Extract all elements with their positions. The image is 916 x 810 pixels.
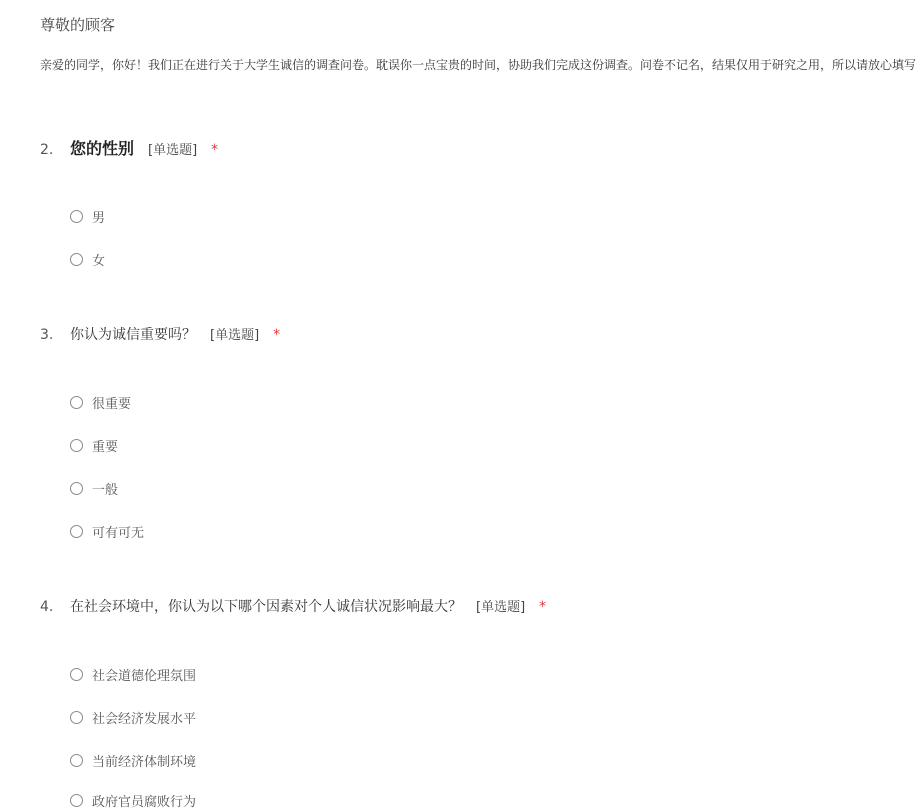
required-marker: * <box>273 327 281 343</box>
option-very-important[interactable] <box>70 392 131 412</box>
radio-button[interactable] <box>70 754 83 767</box>
survey-intro: 亲爱的同学，你好！我们正在进行关于大学生诚信的调查问卷。耽误你一点宝贵的时间，协助我们完成这份调查。问卷不记名，结果仅用于研究之用，所以请放心填写 <box>40 58 916 72</box>
option-label: 当前经济体制环境 <box>92 754 197 770</box>
option-male[interactable] <box>70 206 105 226</box>
option-label: 很重要 <box>92 396 132 412</box>
radio-button[interactable] <box>70 210 83 223</box>
required-marker: * <box>539 599 547 615</box>
option-label: 一般 <box>92 482 119 498</box>
option-label: 女 <box>92 253 106 269</box>
radio-button[interactable] <box>70 253 83 266</box>
radio-button[interactable] <box>70 794 83 807</box>
option-label: 重要 <box>92 439 119 455</box>
required-marker: * <box>211 142 219 158</box>
question-type: [单选题] <box>210 328 260 343</box>
option-label: 可有可无 <box>92 525 145 541</box>
question-2 <box>40 136 218 159</box>
question-type: [单选题] <box>476 600 526 615</box>
option-label: 社会经济发展水平 <box>92 711 197 727</box>
question-number: 2. <box>40 142 54 158</box>
option-dispensable[interactable] <box>70 521 144 541</box>
radio-button[interactable] <box>70 711 83 724</box>
question-4 <box>40 596 546 616</box>
option-important[interactable] <box>70 435 118 455</box>
option-economic-development[interactable] <box>70 707 196 727</box>
question-number: 4. <box>40 599 54 615</box>
question-type: [单选题] <box>148 143 198 158</box>
question-number: 3. <box>40 327 54 343</box>
radio-button[interactable] <box>70 396 83 409</box>
radio-button[interactable] <box>70 668 83 681</box>
option-label: 社会道德伦理氛围 <box>92 668 197 684</box>
option-female[interactable] <box>70 249 105 269</box>
radio-button[interactable] <box>70 439 83 452</box>
option-label: 男 <box>92 210 106 226</box>
question-title: 在社会环境中，你认为以下哪个因素对个人诚信状况影响最大？ <box>70 599 462 615</box>
survey-greeting: 尊敬的顾客 <box>40 16 116 34</box>
question-3 <box>40 324 280 344</box>
option-official-corruption[interactable] <box>70 790 196 810</box>
question-title: 你认为诚信重要吗？ <box>70 327 196 343</box>
question-title: 您的性别 <box>70 139 135 158</box>
option-average[interactable] <box>70 478 118 498</box>
option-economic-system[interactable] <box>70 750 196 770</box>
option-label: 政府官员腐败行为 <box>92 794 197 810</box>
radio-button[interactable] <box>70 525 83 538</box>
option-moral-atmosphere[interactable] <box>70 664 196 684</box>
radio-button[interactable] <box>70 482 83 495</box>
